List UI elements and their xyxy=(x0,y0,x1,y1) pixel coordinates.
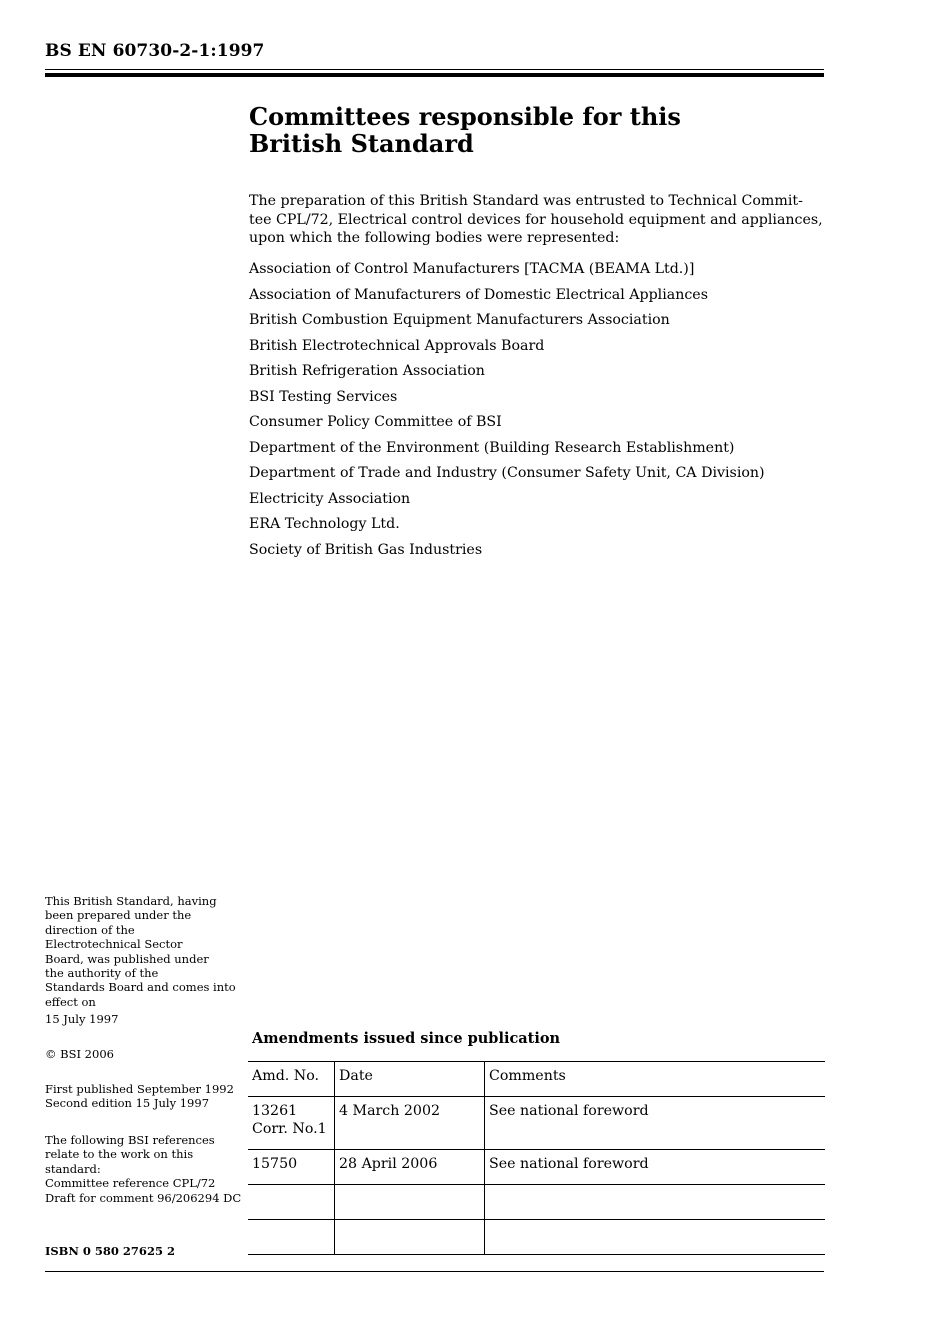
date-cell: 28 April 2006 xyxy=(335,1150,485,1185)
publication-line: effect on xyxy=(45,994,96,1009)
amd-no-cell xyxy=(248,1097,335,1150)
amd-no-cell: 15750 xyxy=(248,1150,335,1185)
publication-line: been prepared under the xyxy=(45,908,192,923)
intro-line: tee CPL/72, Electrical control devices for household equipment and appliances, xyxy=(249,211,823,228)
amd-no-cell xyxy=(248,1185,335,1220)
publication-statement xyxy=(45,894,245,1009)
standard-number: BS EN 60730-2-1:1997 xyxy=(45,41,265,61)
list-item: BSI Testing Services xyxy=(249,388,398,405)
amd-no-corrigendum: Corr. No.1 xyxy=(252,1121,327,1137)
amd-no: 13261 xyxy=(252,1103,298,1119)
footer-rule xyxy=(45,1271,824,1272)
table-header-row xyxy=(248,1062,825,1097)
amd-no-cell xyxy=(248,1220,335,1255)
comments-cell xyxy=(485,1185,826,1220)
page-title-line: Committees responsible for this xyxy=(249,102,681,131)
list-item: Department of the Environment (Building Research Establishment) xyxy=(249,439,735,456)
list-item: Electricity Association xyxy=(249,490,411,507)
comments-cell: See national foreword xyxy=(485,1150,826,1185)
table-row xyxy=(248,1097,825,1150)
intro-line: The preparation of this British Standard was entrusted to Technical Commit- xyxy=(249,193,803,209)
list-item: British Electrotechnical Approvals Board xyxy=(249,337,545,354)
publication-line: the authority of the xyxy=(45,966,159,981)
date-cell xyxy=(335,1185,485,1220)
list-item: ERA Technology Ltd. xyxy=(249,516,400,532)
table-row xyxy=(248,1185,825,1220)
page-title xyxy=(249,103,809,157)
bsi-references xyxy=(45,1133,245,1205)
column-header-comments: Comments xyxy=(485,1062,826,1097)
publication-line: This British Standard, having xyxy=(45,894,217,908)
table-row xyxy=(248,1220,825,1255)
column-header-date: Date xyxy=(335,1062,485,1097)
header-rule-thin xyxy=(45,69,824,70)
references-line: standard: xyxy=(45,1161,101,1176)
list-item: Department of Trade and Industry (Consumer Safety Unit, CA Division) xyxy=(249,465,765,481)
represented-bodies-list xyxy=(249,259,829,565)
column-header-amd-no: Amd. No. xyxy=(248,1062,335,1097)
publication-history xyxy=(45,1082,245,1111)
first-published: First published September 1992 xyxy=(45,1082,234,1096)
publication-line: direction of the xyxy=(45,922,135,937)
page-title-line: British Standard xyxy=(249,129,474,158)
amendments-table xyxy=(248,1061,825,1255)
date-cell xyxy=(335,1220,485,1255)
publication-line: Standards Board and comes into xyxy=(45,980,236,995)
intro-line: upon which the following bodies were represented: xyxy=(249,230,620,246)
draft-comment: Draft for comment 96/206294 DC xyxy=(45,1190,242,1205)
comments-cell xyxy=(485,1220,826,1255)
list-item: Society of British Gas Industries xyxy=(249,541,483,558)
amendments-heading: Amendments issued since publication xyxy=(252,1030,561,1047)
table-row xyxy=(248,1150,825,1185)
intro-paragraph xyxy=(249,192,829,248)
isbn: ISBN 0 580 27625 2 xyxy=(45,1244,175,1258)
effective-date: 15 July 1997 xyxy=(45,1012,119,1026)
list-item: Association of Manufacturers of Domestic Electrical Appliances xyxy=(249,286,708,303)
list-item: British Combustion Equipment Manufacturers Association xyxy=(249,312,670,328)
committee-reference: Committee reference CPL/72 xyxy=(45,1176,216,1191)
references-line: relate to the work on this xyxy=(45,1147,194,1162)
list-item: British Refrigeration Association xyxy=(249,363,485,379)
publication-line: Board, was published under xyxy=(45,951,209,966)
second-edition: Second edition 15 July 1997 xyxy=(45,1096,210,1111)
list-item: Association of Control Manufacturers [TACMA (BEAMA Ltd.)] xyxy=(249,261,695,277)
copyright-notice: © BSI 2006 xyxy=(45,1047,114,1061)
header-rule-thick xyxy=(45,73,824,77)
list-item: Consumer Policy Committee of BSI xyxy=(249,414,502,430)
publication-line: Electrotechnical Sector xyxy=(45,937,183,952)
references-line: The following BSI references xyxy=(45,1133,215,1147)
date-cell: 4 March 2002 xyxy=(335,1097,485,1150)
comments-cell: See national foreword xyxy=(485,1097,826,1150)
